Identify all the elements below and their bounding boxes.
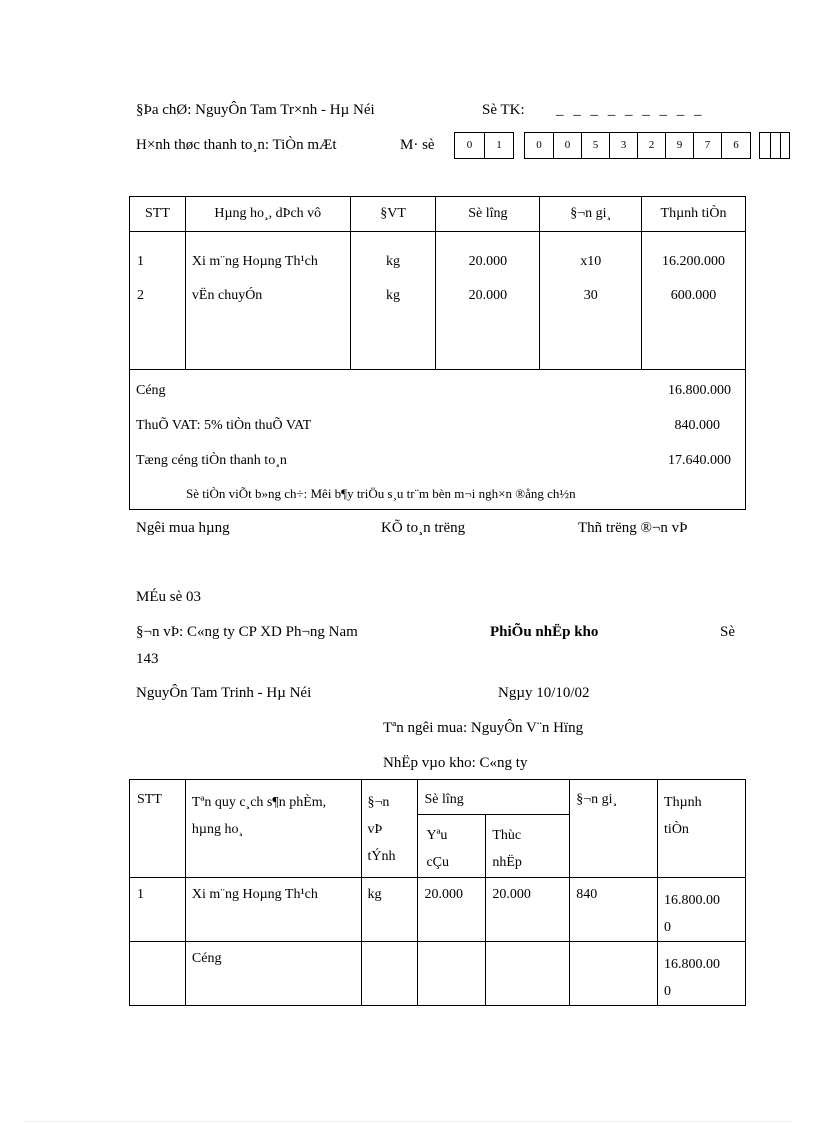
row-actual: 20.000: [486, 878, 570, 942]
signature-head: Thñ trëng ®¬n vÞ: [578, 520, 688, 536]
col-required: Yªu: [426, 828, 448, 843]
receipt-date: Ngµy 10/10/02: [498, 685, 590, 701]
col-stt: STT: [130, 197, 186, 232]
tax-code-digit: 6: [721, 133, 750, 158]
receipt-number-label: Sè: [720, 624, 735, 640]
signature-accountant: KÕ to¸n trëng: [381, 520, 466, 536]
item-quantity: 20.000: [468, 254, 508, 269]
receipt-total-row: [130, 942, 746, 1006]
row-stt: 1: [130, 878, 186, 942]
col-amount: tiÒn: [664, 822, 689, 837]
col-amount: Thµnh: [664, 795, 702, 810]
tax-code-digit: [770, 133, 780, 158]
col-unit: vÞ: [367, 822, 383, 837]
signature-buyer: Ngêi mua hµng: [136, 520, 230, 536]
item-unit: kg: [386, 254, 401, 269]
tax-code-digit: [760, 133, 770, 158]
total-value: 17.640.000: [668, 453, 731, 468]
item-price: x10: [580, 254, 602, 269]
subtotal-label: Céng: [136, 383, 166, 398]
tax-code-digit: 9: [665, 133, 693, 158]
tax-code-label: M· sè: [400, 137, 435, 153]
subtotal-value: 16.800.000: [668, 383, 731, 398]
tax-code-digit: 7: [693, 133, 721, 158]
receipt-unit: §¬n vÞ: C«ng ty CP XD Ph¬ng Nam: [136, 624, 358, 640]
item-unit: kg: [386, 288, 401, 303]
tax-code-digit: 3: [609, 133, 637, 158]
amount-in-words: Sè tiÒn viÕt b»ng ch÷: Mêi b¶y triÖu s¸u tr¨m bèn m¬i ngh×n ®ång ch½n: [186, 486, 576, 501]
row-unit: kg: [361, 878, 418, 942]
vat-label: ThuÕ VAT: 5% tiÒn thuÕ VAT: [136, 418, 312, 433]
item-price: 30: [583, 288, 598, 303]
account-label: Sè TK:: [482, 102, 525, 118]
tax-code-group-3: [759, 132, 790, 159]
payment-method: H×nh thøc thanh to¸n: TiÒn mÆt: [136, 137, 337, 153]
form-number: MÉu sè 03: [136, 589, 201, 605]
receipt-table: [129, 779, 746, 1006]
col-price: §¬n gi¸: [540, 197, 642, 232]
tax-code-group-1: [454, 132, 514, 159]
item-amount: 600.000: [670, 288, 717, 303]
tax-code-group-2: [524, 132, 751, 159]
page-divider: [25, 1121, 791, 1122]
row-required: 20.000: [418, 878, 486, 942]
receipt-row: [130, 878, 746, 942]
col-required: cÇu: [426, 855, 449, 870]
tax-code-digit: 0: [466, 139, 473, 151]
item-amount: 16.200.000: [662, 254, 726, 269]
tax-code-digit: 0: [536, 139, 542, 151]
col-amount: Thµnh tiÒn: [642, 197, 746, 232]
tax-code-digit: 2: [637, 133, 665, 158]
invoice-summary-row: [130, 370, 746, 510]
col-quantity: Sè lîng: [436, 197, 540, 232]
tax-code-digit: [780, 133, 789, 158]
receipt-number-value: 143: [136, 651, 159, 667]
total-amount: 16.800.00: [664, 957, 721, 972]
col-stt: STT: [130, 780, 186, 878]
item-stt: 1: [137, 254, 144, 269]
col-actual: Thùc: [492, 828, 522, 843]
row-price: 840: [570, 878, 658, 942]
receipt-address: NguyÔn Tam Trinh - Hµ Néi: [136, 685, 312, 701]
tax-code-digit: 1: [484, 133, 513, 158]
col-goods: Hµng ho¸, dÞch vô: [185, 197, 350, 232]
col-actual: nhËp: [492, 855, 522, 870]
col-price: §¬n gi¸: [570, 780, 658, 878]
row-amount: 16.800.00: [664, 893, 721, 908]
seller-address: §Þa chØ: NguyÔn Tam Tr×nh - Hµ Néi: [136, 102, 375, 118]
item-stt: 2: [137, 288, 144, 303]
col-unit: §¬n: [367, 795, 390, 810]
item-quantity: 20.000: [468, 288, 508, 303]
col-product-name: hµng ho¸: [191, 822, 244, 837]
vat-value: 840.000: [674, 418, 720, 433]
col-product-name: Tªn quy c¸ch s¶n phÈm,: [191, 795, 327, 810]
tax-code-digit: 0: [553, 133, 581, 158]
receipt-title: PhiÕu nhËp kho: [490, 624, 599, 640]
account-value: _ _ _ _ _ _ _ _ _: [556, 102, 705, 118]
invoice-header-row: [130, 197, 746, 232]
row-name: Xi m¨ng Hoµng Th¹ch: [185, 878, 361, 942]
col-unit: tÝnh: [367, 849, 396, 864]
col-unit: §VT: [350, 197, 436, 232]
receipt-warehouse: NhËp vµo kho: C«ng ty: [383, 755, 528, 771]
row-amount: 0: [664, 920, 672, 935]
total-amount: 0: [664, 984, 672, 999]
tax-code-digit: 5: [581, 133, 609, 158]
invoice-table: [129, 196, 746, 510]
col-quantity: Sè lîng: [418, 780, 570, 815]
total-label: Céng: [185, 942, 361, 1006]
total-label: Tæng céng tiÒn thanh to¸n: [136, 453, 287, 468]
item-name: vËn chuyÓn: [191, 288, 263, 303]
item-name: Xi m¨ng Hoµng Th¹ch: [191, 254, 318, 269]
receipt-deliverer: Tªn ngêi mua: NguyÔn V¨n Hïng: [383, 720, 584, 736]
invoice-body-row: [130, 232, 746, 370]
